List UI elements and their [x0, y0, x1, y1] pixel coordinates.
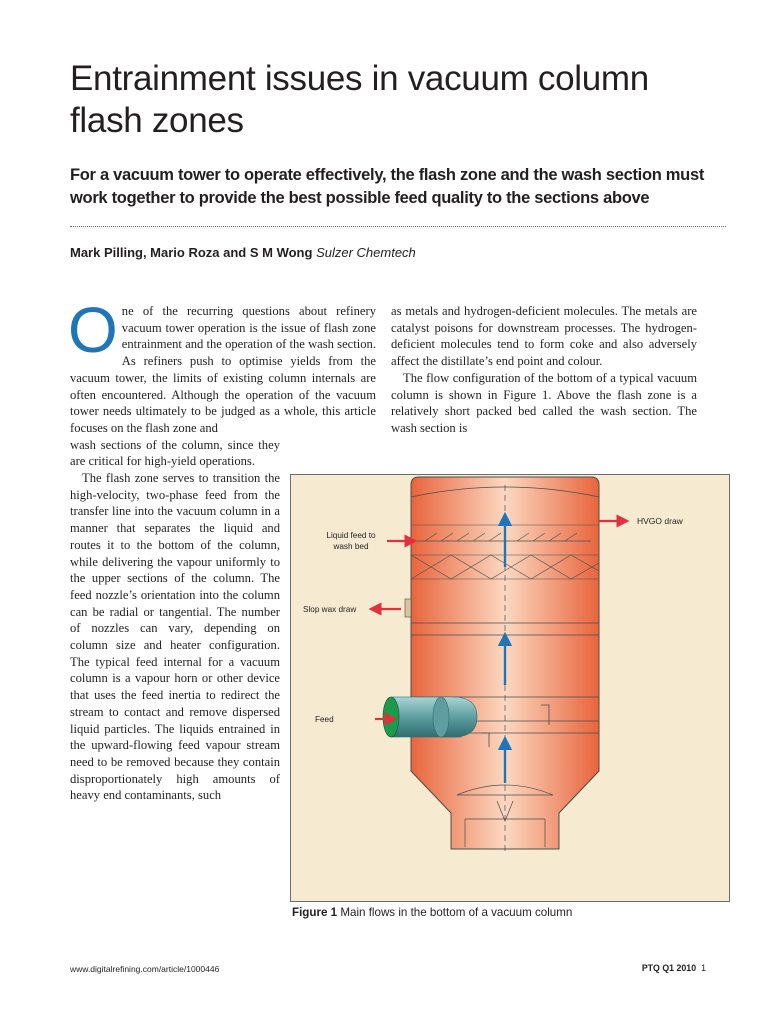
figure-caption: [292, 905, 732, 921]
body-column-right: [391, 303, 697, 437]
paragraph-intro: [68, 294, 376, 437]
label-liquid-feed-line2: wash bed: [333, 542, 369, 551]
footer-issue: PTQ Q1 2010: [641, 963, 697, 973]
figure-vacuum-column: [290, 474, 730, 902]
author-affiliation: Sulzer Chemtech: [316, 245, 416, 260]
label-hvgo-draw: HVGO draw: [637, 516, 683, 526]
page-number: 1: [701, 963, 706, 973]
paragraph-intro-tail: wash sections of the column, since they are critical for high-yield operations.: [70, 437, 280, 469]
article-title: Entrainment issues in vacuum column flash zones: [70, 59, 649, 140]
author-names: Mark Pilling, Mario Roza and S M Wong: [70, 245, 313, 260]
narrow-text-block: [70, 437, 280, 804]
byline: [70, 244, 416, 262]
figure-caption-text: Main flows in the bottom of a vacuum column: [340, 906, 573, 919]
paragraph-flow-config: The flow configuration of the bottom of a typical vacuum column is shown in Figure 1. Above the flash zone is a relatively short packed bed called the wash section. The wash section is: [391, 370, 697, 435]
paragraph-metals: as metals and hydrogen-deficient molecules. The metals are catalyst poisons for downstream processes. The hydrogen-deficient molecules tend to form coke and also adversely affect the distillate’s end point and colour.: [391, 304, 697, 369]
vacuum-column-diagram: [291, 475, 729, 901]
footer-issue-info: [642, 963, 706, 973]
label-slop-wax-draw: Slop wax draw: [303, 605, 357, 614]
paragraph-intro-lead: ne of the recurring questions about refinery vacuum tower operation is the issue of flash zone entrainment and the operation of the wash section. As refiners push to optimise yields from the vacuum tower, the limits of existing column internals are often encountered. Although the operation of the vacuum tower needs ultimately to be judged as a whole, this article focuses on the flash zone and: [70, 304, 376, 435]
feed-nozzle: [383, 697, 477, 737]
slop-wax-nozzle: [405, 599, 411, 617]
label-feed: Feed: [315, 715, 334, 724]
label-liquid-feed-line1: Liquid feed to: [326, 531, 376, 540]
dotted-divider: [70, 226, 726, 227]
footer-url[interactable]: www.digitalrefining.com/article/1000446: [70, 964, 220, 974]
drop-cap: O: [68, 294, 118, 366]
figure-number: Figure 1: [292, 906, 338, 919]
article-subtitle: For a vacuum tower to operate effectively, the flash zone and the wash section must work together to provide the best possible feed quality to the sections above: [70, 166, 705, 207]
paragraph-flash-zone: The flash zone serves to transition the high-velocity, two-phase feed from the transfer line into the vacuum column in a manner that separates the liquid and routes it to the bottom of the column, while delivering the vapour uniformly to the upper sections of the column. The feed nozzle’s orientation into the column can be radial or tangential. The number of nozzles can vary, depending on column size and heater configuration. The typical feed internal for a vacuum column is a vapour horn or other device that uses the feed inertia to redirect the stream to contact and remove dispersed liquid particles. The liquids entrained in the upward-flowing feed vapour stream need to be removed because they contain disproportionately high amounts of heavy end contaminants, such: [70, 471, 280, 803]
